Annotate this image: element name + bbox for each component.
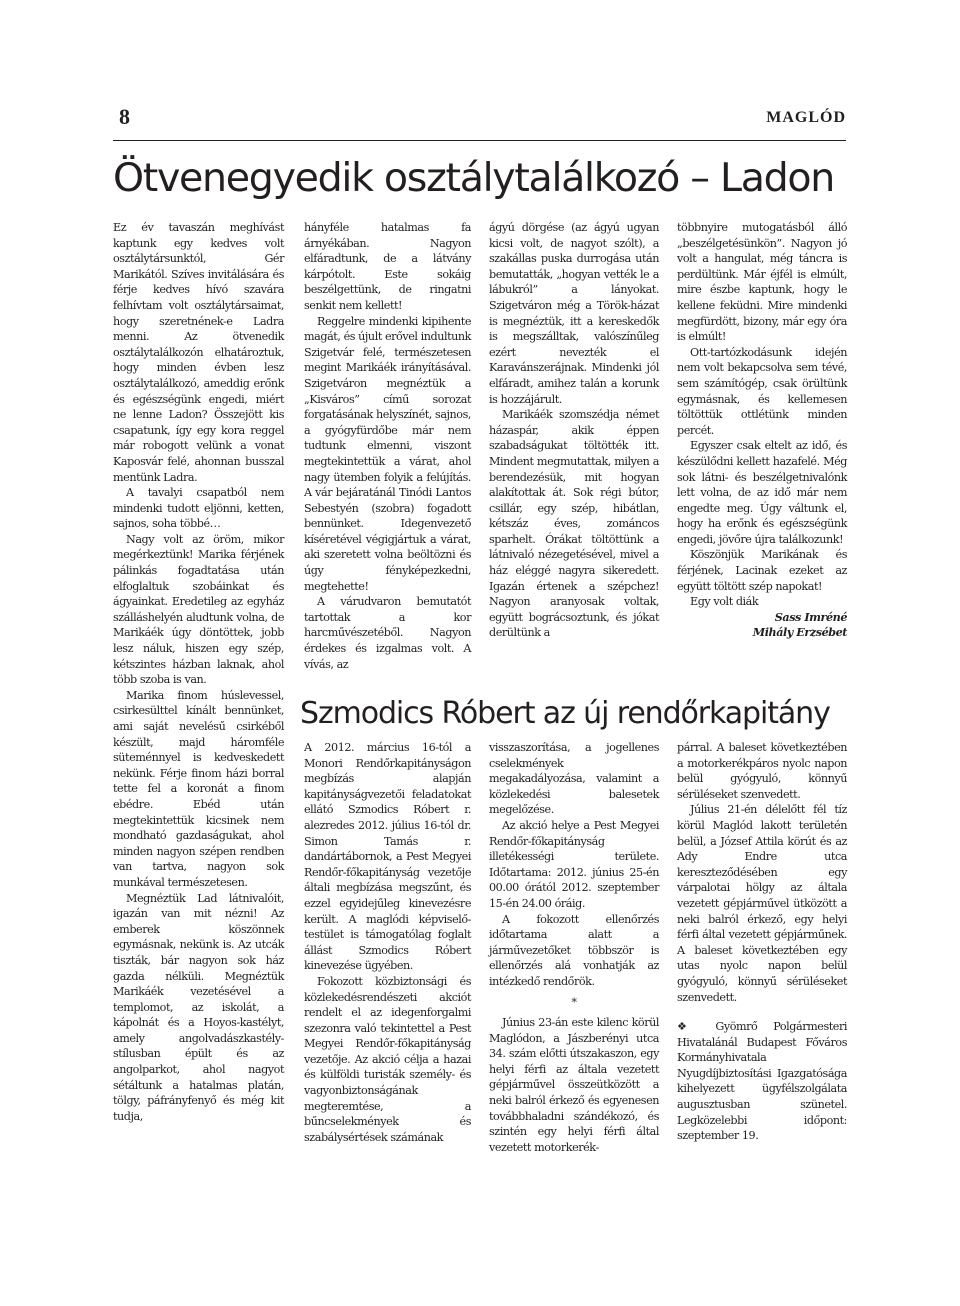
paragraph: Az akció helye a Pest Megyei Rendőr-főkapitányság illetékességi területe. Időtartama: 2012. június 25-én 00.00 órától 2012. szeptember 15-én 24.00 óráig. <box>489 818 659 910</box>
article1-column-2 <box>304 220 471 672</box>
paragraph: Ott-tartózkodásunk idején nem volt bekapcsolva sem tévé, sem számítógép, csak örültünk egymásnak, és kellemesen töltöttük ottlétünk minden percét. <box>677 345 847 437</box>
article1-column-4 <box>677 220 847 641</box>
paragraph: A fokozott ellenőrzés időtartama alatt a járművezetőket többször is ellenőrzés alá vonhatják az intézkedő rendőrök. <box>489 912 659 988</box>
signature-name-1: Sass Imréné <box>774 609 847 624</box>
page-header <box>113 100 846 141</box>
article1-column-3 <box>489 220 659 641</box>
paragraph: Ez év tavaszán meghívást kaptunk egy kedves volt osztálytársunktól, Gér Marikától. Szíves invitálására és férje kedves hívó szavára felhívtam volt osztálytársaimat, hogy szeretnének-e Ladra menni. Az ötvenedik osztálytalálkozón elhatároztuk, hogy minden évben lesz osztálytalálkozó, ameddig erőnk és egészségünk engedi, miért ne lenne Ladon? Összejött kis csapatunk, így egy kora reggel már robogott velünk a vonat Kaposvár felé, ahonnan busszal mentünk Ladra. <box>113 221 284 484</box>
paragraph: Egyszer csak eltelt az idő, és készülődni kellett hazafelé. Még sok látni- és beszélgetnivalónk lett volna, de az idő már nem engedte meg. Úgy váltunk el, hogy ha erőnk és egészségünk engedi, jövőre újra találkozunk! <box>677 439 847 546</box>
section-separator: * <box>571 995 577 1009</box>
paragraph: többnyire mutogatásból álló „beszélgetésünkön”. Nagyon jó volt a hangulat, még táncra is perdültünk. Már éjfél is elmúlt, mire észbe kaptunk, hogy le kellene feküdni. Mire mindenki megfürdött, bizony, már egy óra is elmúlt! <box>677 221 847 344</box>
paragraph: Marikáék szomszédja német házaspár, akik éppen szabadságukat töltötték itt. Mindent megmutattak, milyen a berendezésük, mit hogyan alakítottak át. Sok régi bútor, csillár, egy szép, hibátlan, kétszáz éves, zománcos sparhelt. Órákat töltöttünk a látnivaló nézegetésével, mivel a ház eléggé nagyra sikeredett. Igazán értenek a szépchez! Nagyon aranyosak voltak, együtt bográcsoztunk, és jókat derültünk a <box>489 408 659 640</box>
notice-paragraph: ❖ Gyömrő Polgármesteri Hivatalánál Budapest Főváros Kormányhivatala Nyugdíjbiztosítási Igazgatósága kihelyezett ügyfélszolgálata augusztusban szünetel. Legközelebbi időpont: szeptember 19. <box>677 1020 847 1143</box>
paragraph: Július 21-én délelőtt fél tíz körül Maglód lakott területén belül, a József Attila körút és az Ady Endre utca kereszteződésében egy várpalotai hölgy az általa vezetett gépjárművel ütközött a neki balról érkező, egy helyi férfi által vezetett gépjárműnek. A baleset következtében egy utas nyolc napon belül gyógyuló, könnyű sérüléseket szenvedett. <box>677 803 847 1004</box>
paragraph: Nagy volt az öröm, mikor megérkeztünk! Marika férjének pálinkás fogadtatása után elfoglaltuk szobáinkat és ágyainkat. Eredetileg az egyház szálláshelyén aludtunk volna, de Marikáék úgy döntöttek, jobb lesz náluk, hiszen egy szép, kétszintes házban laknak, ahol több szoba is van. <box>113 532 284 687</box>
article-title-reunion: Ötvenegyedik osztálytalálkozó – Ladon <box>113 155 834 201</box>
article-title-police: Szmodics Róbert az új rendőrkapitány <box>300 696 830 731</box>
paragraph: Marika finom húslevessel, csirkesülttel kínált bennünket, ami saját nevelésű csirkéből készült, majd háromféle süteménnyel is kedveskedett nekünk. Férje finom házi borral tette fel a koronát a finom ebédre. Ebéd után megtekintettük kicsinek nem mondható gazdaságukat, ahol minden nagyon szépen rendben van tartva, nagyon sok munkával természetesen. <box>113 688 284 889</box>
magazine-name: MAGLÓD <box>766 109 846 126</box>
article2-column-2 <box>489 740 659 1155</box>
paragraph: párral. A baleset következtében a motorkerékpáros nyolc napon belül gyógyuló, könnyű sérüléseket szenvedett. <box>677 741 847 801</box>
paragraph: Megnéztük Lad látnivalóit, igazán van mit nézni! Az emberek köszönnek egymásnak, nekünk is. Az utcák tiszták, bár nagyon sok ház gazda nélküli. Megnéztük Marikáék vezetésével a templomot, az iskolát, a kápolnát és a Hoyos-kastélyt, amely angolvadászkastély-stílusban épült és az angolparkot, ahol nagyot sétáltunk a hatalmas platán, tölgy, páfrányfenyő és még kit tudja, <box>113 891 284 1123</box>
page-number: 8 <box>119 104 130 129</box>
paragraph: Június 23-án este kilenc körül Maglódon, a Jászberényi utca 34. szám előtti útszakaszon, egy helyi férfi az általa vezetett gépjárművel összeütközött a neki balról érkező és egyenesen továbbhaladni szándékozó, és szintén egy helyi férfi által vezetett motorkerék- <box>489 1016 659 1154</box>
paragraph: visszaszorítása, a jogellenes cselekmények megakadályozása, valamint a közlekedési balesetek megelőzése. <box>489 741 659 817</box>
article2-column-1 <box>304 740 471 1145</box>
paragraph: A 2012. március 16-tól a Monori Rendőrkapitányságon megbízás alapján kapitányságvezetői feladatokat ellátó Szmodics Róbert r. alezredes 2012. július 16-tól dr. Simon Tamás r. dandártábornok, a Pest Megyei Rendőr-főkapitányság vezetője általi megbízása megszűnt, és ezzel egyidejűleg kinevezésre került. A maglódi képviselő-testület is támogatólag foglalt állást Szmodics Róbert kinevezése ügyében. <box>304 741 471 973</box>
paragraph: A tavalyi csapatból nem mindenki tudott eljönni, ketten, sajnos, soha többé… <box>113 486 284 531</box>
paragraph: Reggelre mindenki kipihente magát, és újult erővel indultunk Szigetvár felé, természetesen megint Marikáék irányításával. Szigetváron megnéztük a „Kisváros” című sorozat forgatásának helyszínét, sajnos, a gyógyfürdőbe már nem tudtunk elmenni, viszont megtekintettük a várat, ahol nagy ütemben folyik a felújítás. A vár bejáratánál Tinódi Lantos Sebestyén (szobra) fogadott bennünket. Idegenvezető kíséretével végigjártuk a várat, aki szeretett volna beöltözni és úgy fényképezkedni, megtehette! <box>304 314 471 593</box>
paragraph: A várudvaron bemutatót tartottak a kor harcművészetéből. Nagyon érdekes és izgalmas volt. A vívás, az <box>304 595 471 671</box>
article1-column-1 <box>113 220 284 1124</box>
author-note: Egy volt diák <box>690 595 759 609</box>
paragraph: Köszönjük Marikának és férjének, Lacinak ezeket az együtt töltött szép napokat! <box>677 548 847 593</box>
paragraph: Fokozott közbiztonsági és közlekedésrendészeti akciót rendelt el az idegenforgalmi szezonra való tekintettel a Pest Megyei Rendőr-főkapitányság vezetője. Az akció célja a hazai és külföldi turisták személy- és vagyonbiztonságának megteremtése, a bűncselekmények és szabálysértések számának <box>304 974 471 1144</box>
article2-column-3 <box>677 740 847 1144</box>
paragraph: ágyú dörgése (az ágyú ugyan kicsi volt, de nagyot szólt), a szakállas puska durrogása után bemutatták, „hogyan vették le a lábukról” a lányokat. Szigetváron még a Török-házat is megnéztük, itt a kereskedők is megszálltak, valószínűleg ezért nevezték el Karavánszerájnak. Mindenki jól elfáradt, amihez talán a korunk is hozzájárult. <box>489 221 659 406</box>
paragraph: hányféle hatalmas fa árnyékában. Nagyon elfáradtunk, de a látvány kárpótolt. Este sokáig beszélgettünk, de ringatni senkit nem kellett! <box>304 221 471 312</box>
signature-name-2: Mihály Erzsébet <box>752 625 847 640</box>
